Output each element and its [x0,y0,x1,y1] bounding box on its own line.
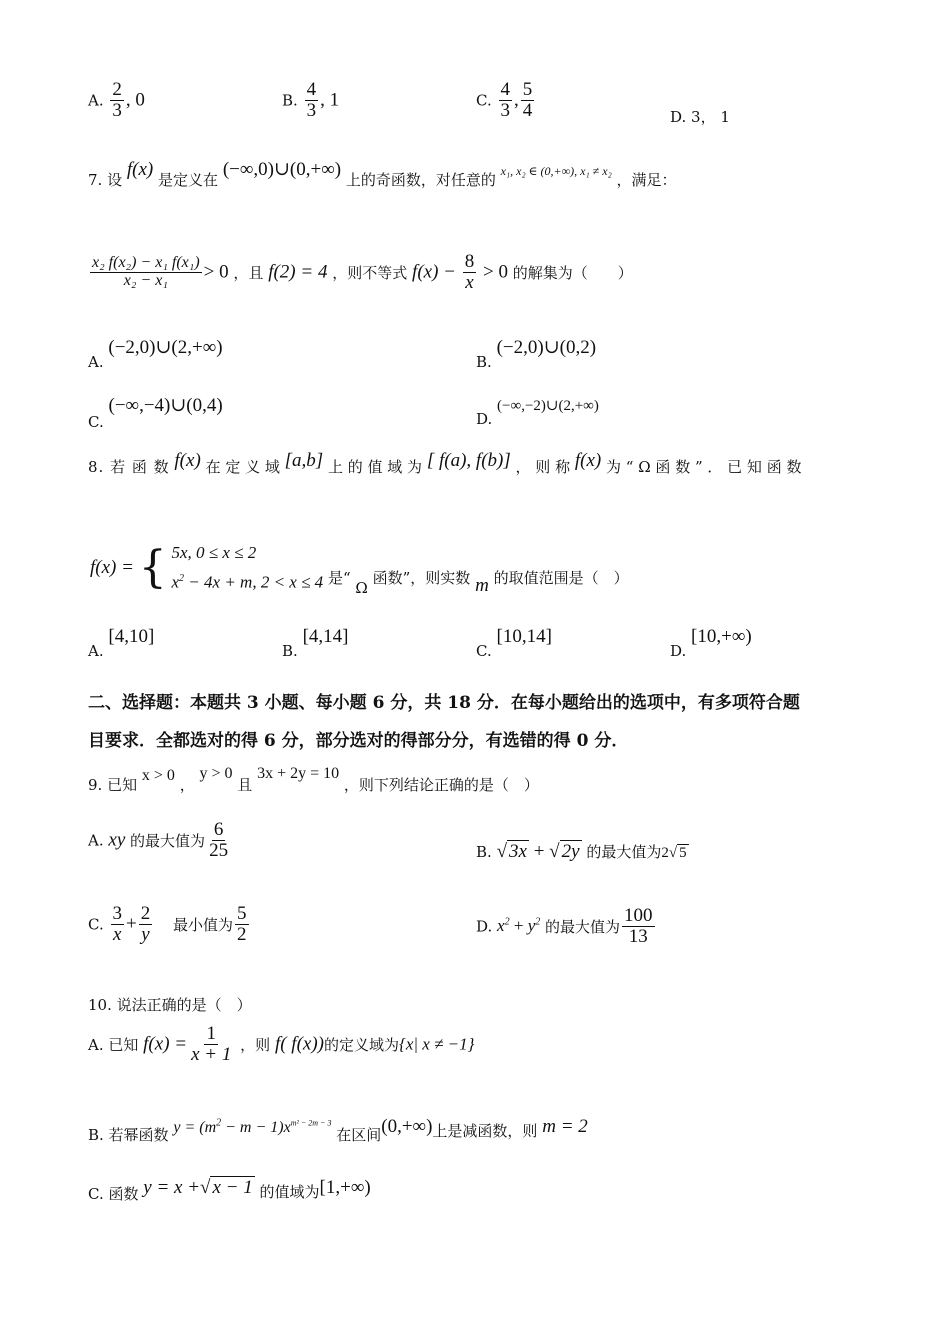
expr-mid: − m − 1)x [221,1119,291,1136]
math-expr: [a,b] [284,450,324,471]
plus: + [533,841,545,862]
option-label: D. [670,108,687,126]
q7-stem [88,159,677,191]
var-x: x [497,916,505,936]
math-expr: f( f(x)) [274,1033,324,1055]
piece-lines [172,540,324,596]
text: 函数”，则实数 [372,569,471,588]
option-text: [10,+∞) [691,626,752,647]
section-2-line-2: 目要求．全都选对的得 6 分，部分选对的得部分分，有选错的得 0 分． [88,731,629,751]
text: 上的奇函数，对任意的 [345,171,496,189]
option-label: C. [476,642,492,660]
option-text: 3， 1 [691,108,730,126]
q8-option-d [670,626,752,660]
q6-option-a [88,80,145,121]
plus: + [126,913,137,935]
q10-option-b [88,1116,588,1144]
text: 上是减函数，则 [432,1122,538,1140]
question-number: 7. 设 [88,171,123,189]
q8-option-c [476,626,552,660]
fraction: $\frac{100}{13}$ [624,905,653,947]
radicand: 5 [679,845,687,861]
fraction: $\frac{4}{3}$ [500,79,510,121]
fraction: $\frac{\text{x₂ f(x₂) − x₁ f(x₁)}}{\text{x₂ − x₁}}$ [92,254,200,289]
math-expr: > 0 [203,261,229,283]
q8-stem [88,450,802,478]
text: 的值域为 [259,1183,320,1201]
q6-option-b [282,80,339,121]
piece-2-exp: 2 [179,573,185,584]
piece-2-var: x [171,572,180,592]
q7-condition [88,252,633,293]
math-expr: f(x) − [412,261,456,283]
math-expr: > 0 [483,261,509,283]
q8-piecewise [90,540,629,596]
section-2-line-1: 二、选择题：本题共 3 小题、每小题 6 分，共 18 分．在每小题给出的选项中，有多项符合题 [88,693,800,713]
math-expr: x₁, x₂ ∈ (0,+∞), x₁ ≠ x₂ [500,164,612,178]
text: 是“ [327,569,351,588]
option-label: C. [476,91,492,110]
math-expr: 2√ 5 [661,845,687,861]
option-label: D. [476,917,493,936]
option-label: B. [476,843,492,861]
text: 的最大值为 [130,831,206,850]
text: ，则 [240,1035,271,1054]
math-expr [497,916,540,935]
text: 的解集为（ ） [512,263,633,282]
option-text: [4,10] [108,626,155,647]
text: 的定义域为 [324,1035,400,1054]
exp: 2 [504,916,510,928]
piece-2 [172,566,324,596]
plus: + [509,916,528,936]
math-expr: xy [108,829,126,851]
radicand: 2y [561,841,580,862]
exp: m² − 2m − 3 [290,1118,332,1128]
q8-option-b [282,626,349,660]
math-expr: √ 3x + √ 2y [496,841,580,862]
option-label: C. [88,413,104,431]
fraction: $\frac{1}{x + 1}$ [191,1023,232,1065]
q8-option-a [88,626,155,660]
math-expr: f(x) = [90,556,134,578]
fraction: $\frac{6}{25}$ [209,819,229,861]
text: ，则下列结论正确的是（ ） [343,776,539,794]
math-expr: [ f(a), f(b)] [426,450,511,471]
text: ，且 [233,263,264,282]
fraction: $\frac{8}{x}$ [464,251,475,293]
question-number: 8. 若 函 数 [88,458,170,476]
option-text: (−∞,−4)∪(0,4) [108,395,223,416]
q6-option-d [670,106,730,127]
option-label: B. [282,91,298,110]
fraction: $\frac{2}{3}$ [112,79,122,121]
radicand: 3x [509,841,527,862]
option-text: (−2,0)∪(2,+∞) [108,337,223,358]
option-text: [10,14] [496,626,552,647]
option-label: A. [88,831,104,850]
option-tail: , 1 [320,89,340,111]
q9-option-d [476,906,657,947]
text: ，则不等式 [332,263,408,282]
exp: 2 [216,1117,222,1129]
text: 在 定 义 域 [205,458,280,476]
math-expr: {x| x ≠ −1} [399,1034,475,1054]
option-label: B. 若幂函数 [88,1126,169,1144]
q9-option-b [476,840,689,863]
option-label: A. [88,642,104,660]
math-expr [173,1119,331,1136]
option-label: B. [476,353,492,371]
math-expr: [1,+∞) [319,1177,371,1198]
text: 的取值范围是（ ） [493,569,629,588]
text: 在区间 [336,1126,382,1144]
text: 的最大值为 [586,843,662,861]
math-expr: f(x) [574,450,602,471]
fraction: $\frac{4}{3}$ [306,79,317,121]
text: ，满足： [616,171,677,189]
q10-option-c [88,1176,371,1203]
option-text: (−∞,−2)∪(2,+∞) [497,398,599,414]
option-label: D. [670,642,687,660]
q7-option-a [88,336,223,371]
text: 且 [237,776,253,794]
q10-stem: 10. 说法正确的是（ ） [88,996,252,1014]
option-label: A. 已知 [88,1035,139,1054]
math-expr: (0,+∞) [381,1116,433,1137]
option-text: (−2,0)∪(0,2) [496,337,597,358]
option-label: B. [282,642,298,660]
option-label: C. [88,915,104,934]
radicand: x − 1 [212,1177,253,1198]
math-expr: m [475,574,489,596]
math-expr: 3x + 2y = 10 [257,765,340,782]
text: 上 的 值 域 为 [327,458,423,476]
text: 为 “ Ω 函 数 ” ． 已 知 函 数 [606,458,802,476]
expr-head: y = (m [173,1119,217,1136]
math-expr: f(x) [126,159,154,180]
text: ， [179,776,195,794]
q7-option-b [476,336,597,371]
math-expr: f(2) = 4 [268,261,328,283]
option-text: [4,14] [302,626,349,647]
var-y: y [527,916,536,936]
math-expr: m = 2 [542,1116,588,1137]
fraction: $\frac{5}{2}$ [237,903,247,945]
left-brace: { [138,541,167,593]
omega-symbol: Ω [355,578,368,597]
math-expr: y > 0 [199,765,233,782]
q10-option-a [88,1024,474,1065]
option-label: A. [88,91,104,110]
math-expr: (−∞,0)∪(0,+∞) [222,159,342,180]
option-tail: , 0 [125,89,145,111]
q9-option-c [88,904,251,945]
math-expr: x > 0 [141,767,175,784]
fraction: $\frac{3}{x}$ [112,903,122,945]
q9-option-a [88,820,232,861]
q7-option-d [476,396,599,428]
text: 的最大值为 [545,917,621,936]
text: 最小值为 [173,915,234,934]
text: 是定义在 [158,171,219,189]
piece-2-rest: − 4x + m, 2 < x ≤ 4 [184,572,324,592]
coef: 2 [661,845,669,861]
option-label: A. [88,353,104,371]
q9-stem [88,765,539,795]
exp: 2 [535,916,541,928]
math-expr: y = x + [143,1177,201,1198]
fraction: $\frac{2}{y}$ [140,903,151,945]
math-expr: f(x) = [143,1033,188,1055]
text: ， 则 称 [515,458,571,476]
option-label: D. [476,410,493,428]
piece-1: 5x, 0 ≤ x ≤ 2 [171,543,257,562]
separator: , [514,89,519,111]
question-number: 9. 已知 [88,776,138,794]
q6-option-c [476,80,536,121]
math-expr: √ x − 1 [200,1177,253,1198]
fraction: $\frac{5}{4}$ [522,79,533,121]
math-expr: f(x) [174,450,201,471]
option-label: C. 函数 [88,1185,139,1203]
q7-option-c [88,394,223,431]
